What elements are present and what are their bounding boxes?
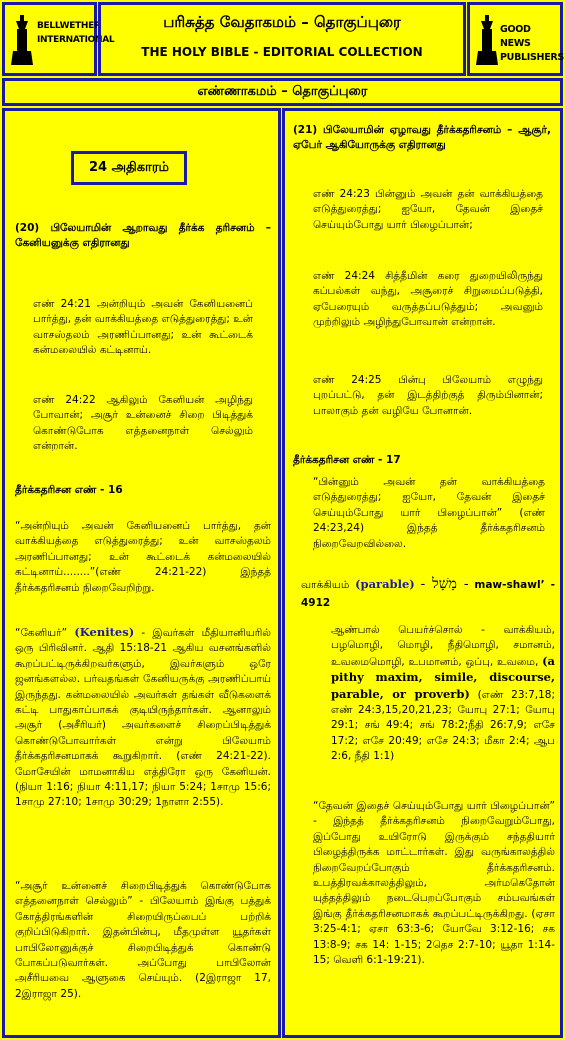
verse-24-25: எண் 24:25 பின்பு பிலேயாம் எழுந்து புறப்பட்டு, தன் இடத்திற்குத் திரும்பினான்; பாலாகும் தன் வழியே போனான். (313, 374, 543, 417)
header-right-logo-box (467, 2, 563, 76)
chapter-heading: 24 அதிகாரம் (71, 151, 187, 185)
page-title-tamil: பரிசுத்த வேதாகமம் – தொகுப்புரை (163, 13, 401, 31)
bellwether-logo-text: BELLWETHER INTERNATIONAL (37, 21, 115, 45)
page-title-english: THE HOLY BIBLE - EDITORIAL COLLECTION (141, 45, 423, 59)
header-title-box (98, 2, 466, 76)
prophecy-16-heading: தீர்க்கதரிசன எண் - 16 (15, 484, 123, 496)
prophecy-17-heading: தீர்க்கதரிசன எண் - 17 (293, 454, 401, 466)
right-column (282, 108, 563, 1038)
prophecy-16-text: “அன்றியும் அவன் கேனியனைப் பார்த்து, தன் வாக்கியத்தை எடுத்துரைத்து; உன் வாசஸ்தலம் அரணிப்பானது; உன் கூட்டைக் கன்மலையில் கட்டினாய்........”(எண் 24:21-22) இந்தத் தீர்க்கதரிசனம் நிறைவேறிற்று. (15, 520, 271, 594)
verse-24-23: எண் 24:23 பின்னும் அவன் தன் வாக்கியத்தை எடுத்துரைத்து; ஐயோ, தேவன் இதைச் செய்யும்போது யார் பிழைப்பான்; (313, 188, 544, 231)
section-21-heading: (21) பிலேயாமின் ஏழாவது தீர்க்கதரிசனம் – ஆசூர், ஏபேர் ஆகியோருக்கு எதிரானது (293, 124, 551, 152)
bellwether-logo (11, 15, 115, 67)
asur-paragraph: “அசூர் உன்னைச் சிறைபிடித்துக் கொண்டுபோக எத்தனைநாள் செல்லும்” - பிலேயாம் இங்கு பத்துக் கோத்திரங்களின் சிறையிருப்பைப் பற்றிக் குறிப்பிடுகிறார். இதன்பின்பு, மீதமுள்ள யூதர்கள் பாபிலோனுக்குச் சிறைபிடித்துக் கொண்டு போகப்படுவார்கள். அப்போது பாபிலோன் அசீரியவை ஆளுகை செய்யும். (2இராஜா 17, 2இராஜா 25). (15, 880, 271, 1000)
tower-icon (476, 15, 498, 67)
prophecy-17-text: “பின்னும் அவன் தன் வாக்கியத்தை எடுத்துரைத்து; ஐயோ, தேவன் இதைச் செய்யும்போது யார் பிழைப்பான்” (எண் 24:23,24) இந்தத் தீர்க்கதரிசனம் நிறைவேறவில்லை. (313, 476, 545, 550)
book-title: எண்ணாகமம் – தொகுப்புரை (197, 84, 368, 99)
kenites-paragraph: “கேனியர்” (Kenites) - இவர்கள் மீதியானியரில் ஒரு பிரிவினர். ஆதி 15:18-21 ஆகிய வசனங்களில் கூறப்பட்டிருக்கிறவர்களும், இவர்களும் ஒரே ஜனங்களல்ல. பர்வதங்கள் கேனியருக்கு அரணிப்பாய் இருந்தது. கன்மலையில் அவர்கள் தங்கள் வீடுகளைக் கட்டி பாதுகாப்பாகக் குடியிருந்தார்கள். ஆனாலும் அசூர் (அசீரியர்) அவர்களைச் சிறைப்பிடித்துக் கொண்டுபோவார்கள் என்று பிலேயாம் தீர்க்கதரிசனமாகக் கூறுகிறார். (எண் 24:21-22). மோசேயின் மாமனாகிய எத்திரோ ஒரு கேனியன். (நியா 1:16; நியா 4:11,17; நியா 5:24; 1சாமு 15:6; 1சாமு 27:10; 1சாமு 30:29; 1நாளா 2:55). (15, 625, 272, 809)
good-news-logo-text: GOOD NEWS PUBLISHERS (500, 24, 564, 63)
subheader-box (2, 78, 563, 106)
verse-24-24: எண் 24:24 சித்தீமின் கரை துறையிலிருந்து கப்பல்கள் வந்து, அசூரைச் சிறுமைப்படுத்தி, ஏபேரையும் வருத்தப்படுத்தும்; அவனும் முற்றிலும் அழிந்துபோவான் என்றான். (313, 270, 544, 329)
parable-definition: ஆண்பால் பெயர்ச்சொல் - வாக்கியம், பழமொழி, மொழி, நீதிமொழி, சமானம், உவமைமொழி, உபமானம், ஒப்பு, உவமை, (a pithy maxim, simile, discourse, parable, or proverb) (எண் 23:7,18; எண் 24:3,15,20,21,23; யோபு 27:1; யோபு 29:1; சங் 49:4; சங் 78:2;நீதி 26:7,9; எசே 17:2; எசே 20:49; எசே 24:3; மீகா 2:4; ஆப 2:6, நீதி 1:1) (331, 624, 555, 763)
verse-24-22: எண் 24:22 ஆகிலும் கேனியன் அழிந்து போவான்; அசூர் உன்னைச் சிறை பிடித்துக் கொண்டுபோக எத்தனைநாள் செல்லும் என்றான். (33, 394, 254, 453)
header-left-logo-box (2, 2, 115, 76)
section-20-heading: (20) பிலேயாமின் ஆறாவது தீர்க்க தரிசனம் – கேனியனுக்கு எதிரானது (15, 222, 272, 250)
final-commentary: “தேவன் இதைச் செய்யும்போது யார் பிழைப்பான்” - இந்தத் தீர்க்கதரிசனம் நிறைவேறும்போது, இப்போது உயிரோடு இருக்கும் சந்ததியார் பிழைத்திருக்க மாட்டார்கள். இது வருங்காலத்தில் நிறைவேறப்போகும் தீர்க்கதரிசனம். உபத்திரவக்காலத்திலும், அர்மகெதோன் யுத்தத்திலும் நடைபெறப்போகும் சம்பவங்கள் இங்கு தீர்க்கதரிசனமாகக் கூறப்பட்டிருக்கிறது. (ஏசா 3:25-4:1; ஏசா 63:3-6; யோவே 3:12-16; சக 13:8-9; சக 14: 1-15; 2தெச 2:7-10; யூதா 1:14-15; வெளி 6:1-19:21). (313, 800, 555, 967)
verse-24-21: எண் 24:21 அன்றியும் அவன் கேனியனைப் பார்த்து, தன் வாக்கியத்தை எடுத்துரைத்து; உன் வாசஸ்தலம் அரணிப்பானது; உன் கூட்டைக் கன்மலையில் கட்டினாய். (33, 298, 254, 357)
left-column (2, 108, 281, 1038)
good-news-logo (476, 15, 564, 67)
bell-tower-icon (11, 15, 33, 67)
parable-term: வாக்கியம் (parable) - מָשָׁל - maw-shawl’ - 4912 (301, 576, 556, 609)
